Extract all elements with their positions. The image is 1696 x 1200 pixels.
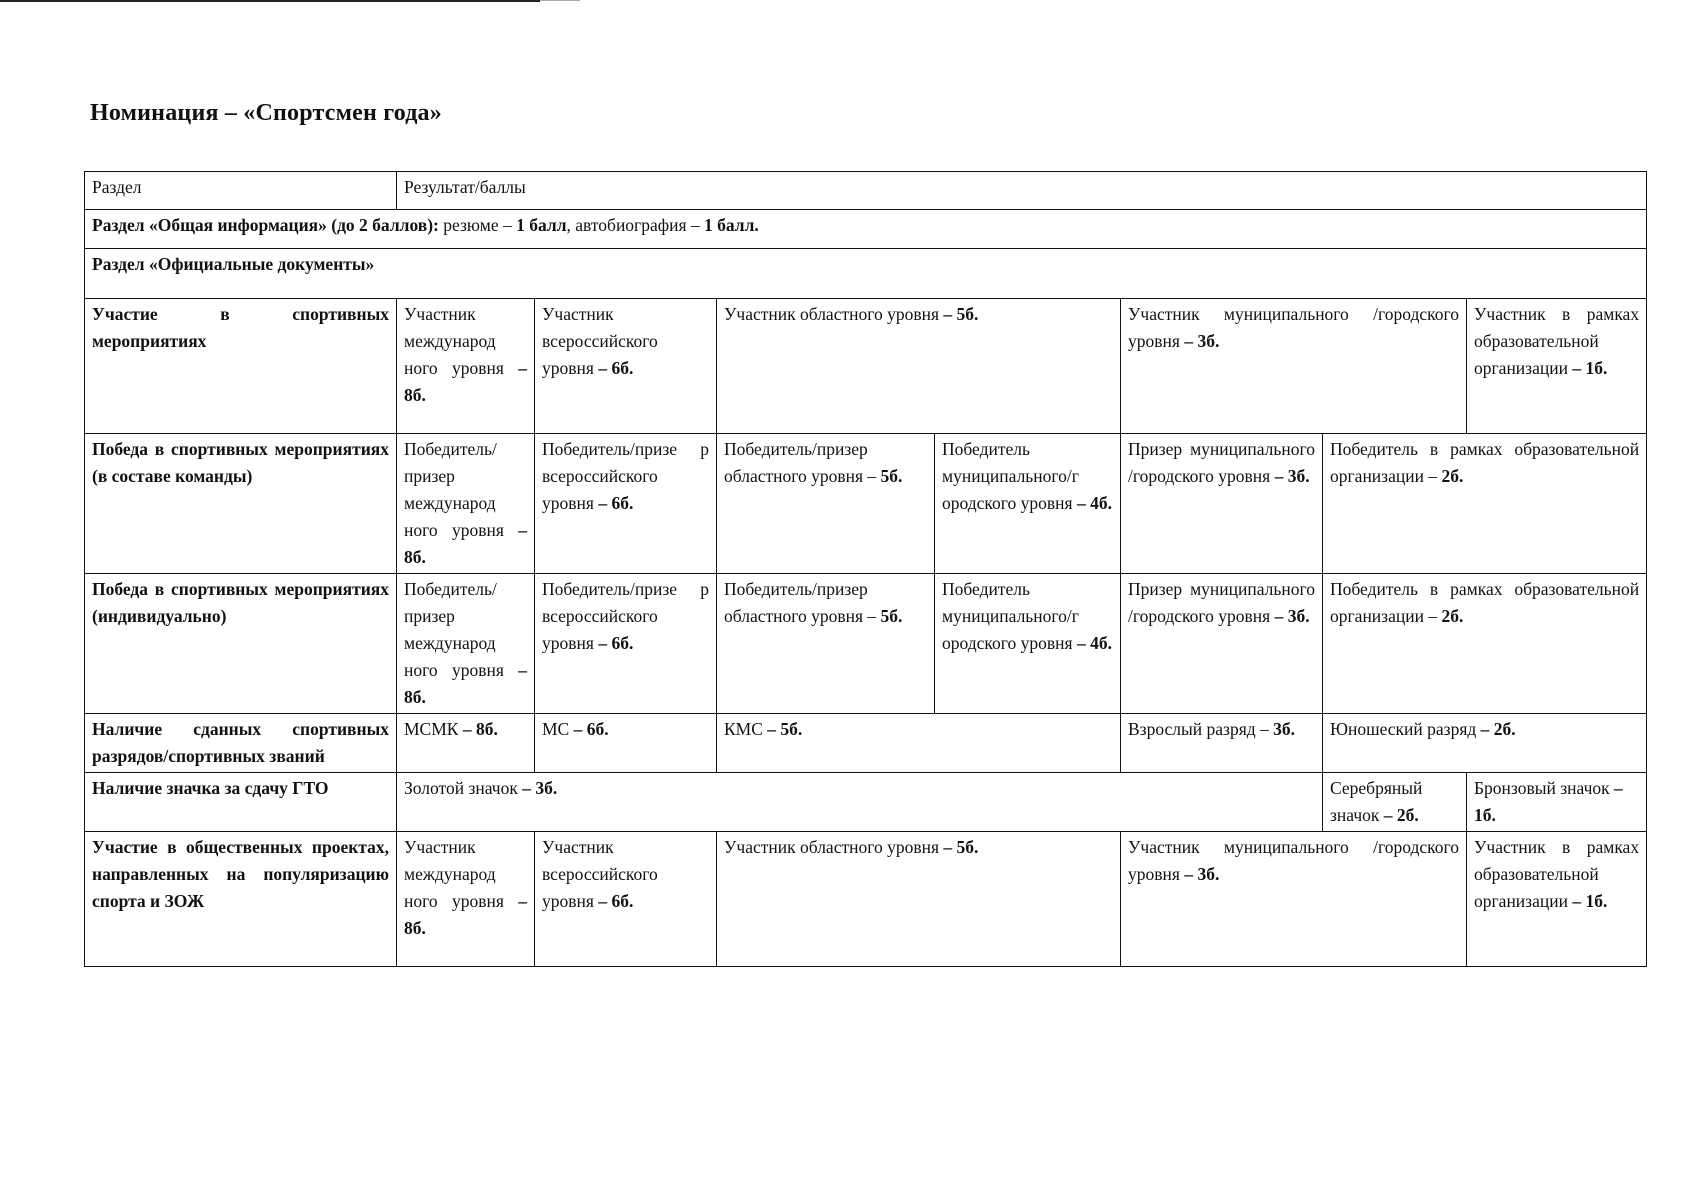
score-text: Победитель/ призер международ ного уровня [404,579,519,680]
score-text: Взрослый разряд – [1128,719,1274,739]
row-name: Победа в спортивных мероприятиях (в составе команды) [85,434,397,574]
score-cell [1323,714,1647,773]
official-docs-cell: Раздел «Официальные документы» [85,249,1647,299]
score-cell [717,832,1121,967]
score-points: – 6б. [598,891,634,911]
score-text: Призер муниципального /городского уровня [1128,439,1315,486]
header-result: Результат/баллы [397,172,1647,210]
score-text: Золотой значок [404,778,523,798]
score-cell [535,299,717,434]
scan-artifact-line-faint [540,0,580,1]
score-cell [535,434,717,574]
score-cell [1467,773,1647,832]
score-cell [1121,714,1323,773]
table-row [85,832,1647,967]
table-row [85,434,1647,574]
score-text: Победитель муниципального/г ородского уровня [942,579,1079,653]
score-cell [1467,832,1647,967]
score-points: – 6б. [573,719,609,739]
score-points: – 3б. [1184,331,1220,351]
score-points: 5б. [880,466,903,486]
score-points: – 1б. [1572,891,1608,911]
score-text: Серебряный значок [1330,778,1423,825]
table-row [85,299,1647,434]
score-text: КМС [724,719,768,739]
score-points: – 8б. [462,719,498,739]
general-info-cell [85,210,1647,249]
score-cell [535,574,717,714]
row-name: Участие в общественных проектах, направленных на популяризацию спорта и ЗОЖ [85,832,397,967]
score-points: – 3б. [1274,466,1310,486]
score-text: Участник муниципального /городского уровня [1128,837,1459,884]
score-points: – 5б. [943,837,979,857]
score-cell [397,773,1323,832]
score-points: – 2б. [1383,805,1419,825]
score-text: Участник в рамках образовательной организации [1474,837,1640,911]
row-name: Наличие сданных спортивных разрядов/спортивных званий [85,714,397,773]
score-cell [717,714,1121,773]
general-info-label: Раздел «Общая информация» (до 2 баллов): [92,215,439,235]
score-points: – 1б. [1474,778,1623,825]
score-cell [1323,574,1647,714]
score-points: – 6б. [598,493,634,513]
score-cell [397,299,535,434]
score-points: 2б. [1441,606,1464,626]
score-cell [397,574,535,714]
general-info-text1: резюме – [438,215,517,235]
score-points: – 4б. [1076,493,1112,513]
score-cell [1121,574,1323,714]
score-text: Победитель/призер областного уровня – [724,439,881,486]
score-points: – 5б. [767,719,803,739]
score-text: Победитель/ призер международ ного уровня [404,439,519,540]
score-text: Призер муниципального /городского уровня [1128,579,1315,626]
score-points: – 1б. [1572,358,1608,378]
general-info-row [85,210,1647,249]
score-text: Юношеский разряд [1330,719,1481,739]
score-cell [1467,299,1647,434]
score-points: – 8б. [404,660,527,707]
table-header-row [85,172,1647,210]
score-text: Участник международ ного уровня [404,837,519,911]
score-points: – 6б. [598,358,634,378]
score-text: Участник всероссийского уровня [542,304,658,378]
score-text: Победитель/призер областного уровня – [724,579,881,626]
score-text: Победитель/призе р всероссийского уровня [542,579,709,653]
score-cell [397,832,535,967]
table-row [85,574,1647,714]
nomination-criteria-table [84,171,1647,967]
score-cell [535,832,717,967]
score-text: Участник международ ного уровня [404,304,519,378]
score-cell [1121,434,1323,574]
score-cell [1323,773,1467,832]
score-cell [717,574,935,714]
general-info-text2: , автобиография – [566,215,705,235]
score-cell [1121,299,1467,434]
score-text: Участник в рамках образовательной организации [1474,304,1640,378]
table-row [85,773,1647,832]
score-points: 5б. [880,606,903,626]
score-points: – 8б. [404,891,527,938]
score-points: – 6б. [598,633,634,653]
score-points: – 2б. [1480,719,1516,739]
score-points: 3б. [1273,719,1296,739]
score-cell [397,714,535,773]
score-text: Победитель в рамках образовательной организации – [1330,579,1640,626]
score-cell [397,434,535,574]
score-points: – 8б. [404,358,527,405]
score-text: Участник всероссийского уровня [542,837,658,911]
scan-artifact-line [0,0,540,2]
score-points: – 4б. [1076,633,1112,653]
score-text: Участник муниципального /городского уровня [1128,304,1459,351]
score-cell [717,299,1121,434]
general-info-pts1: 1 балл [516,215,567,235]
score-cell [935,574,1121,714]
row-name: Победа в спортивных мероприятиях (индивидуально) [85,574,397,714]
score-text: Победитель муниципального/г ородского уровня [942,439,1079,513]
score-cell [535,714,717,773]
official-docs-row [85,249,1647,299]
score-text: Участник областного уровня [724,304,944,324]
score-cell [1121,832,1467,967]
row-name: Участие в спортивных мероприятиях [85,299,397,434]
score-text: МСМК [404,719,463,739]
score-points: – 5б. [943,304,979,324]
score-cell [1323,434,1647,574]
score-text: Участник областного уровня [724,837,944,857]
score-points: – 3б. [1184,864,1220,884]
general-info-pts2: 1 балл. [704,215,759,235]
header-section: Раздел [85,172,397,210]
score-points: – 3б. [522,778,558,798]
score-points: – 3б. [1274,606,1310,626]
score-points: 2б. [1441,466,1464,486]
score-text: МС [542,719,574,739]
score-text: Победитель/призе р всероссийского уровня [542,439,709,513]
table-row [85,714,1647,773]
score-cell [935,434,1121,574]
row-name: Наличие значка за сдачу ГТО [85,773,397,832]
score-points: – 8б. [404,520,527,567]
score-text: Бронзовый значок [1474,778,1615,798]
score-cell [717,434,935,574]
score-text: Победитель в рамках образовательной организации – [1330,439,1640,486]
page-title: Номинация – «Спортсмен года» [90,100,442,126]
